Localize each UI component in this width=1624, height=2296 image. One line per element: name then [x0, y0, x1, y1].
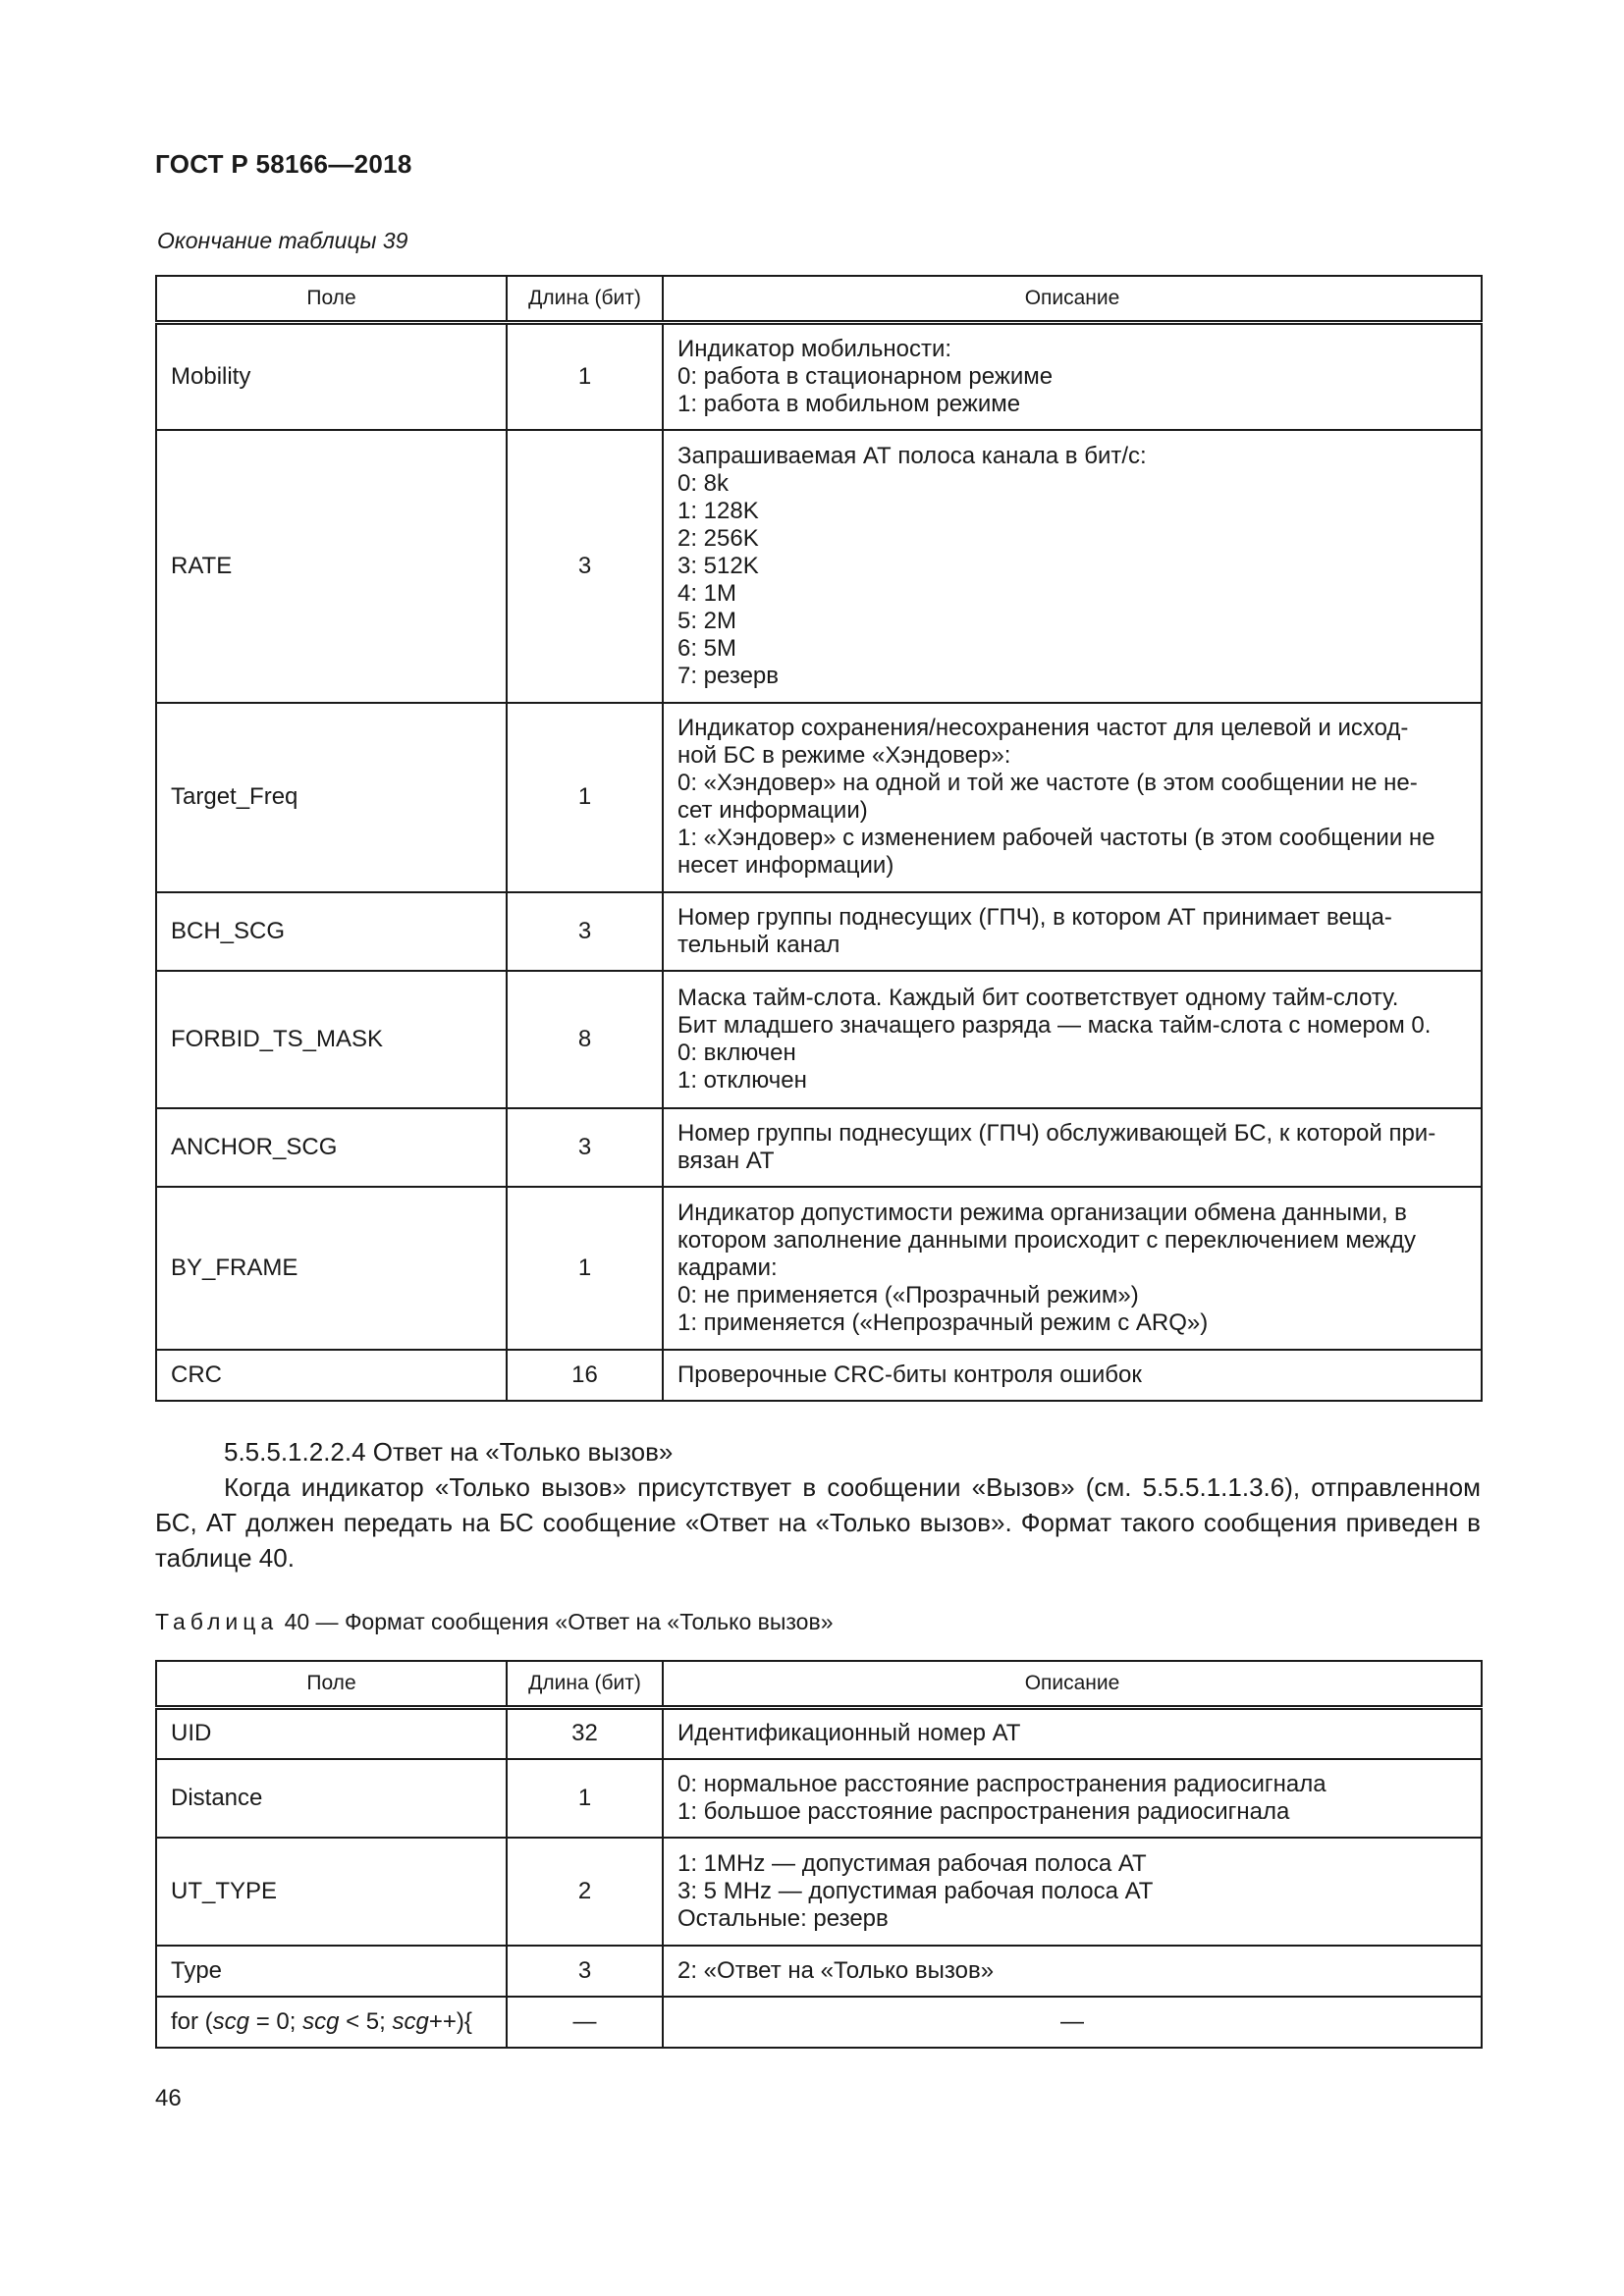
table-39-caption: Окончание таблицы 39 [157, 228, 408, 253]
description-line: Маска тайм-слота. Каждый бит соответствует одному тайм-слоту. [677, 984, 1399, 1011]
loop-text: = 0; [249, 2007, 303, 2035]
field-description [663, 1108, 1482, 1187]
description-line: Индикатор сохранения/несохранения частот для целевой и исход- [677, 715, 1409, 741]
field-name: Distance [156, 1759, 507, 1838]
column-header-field: Поле [156, 276, 507, 323]
description-line: 2: «Ответ на «Только вызов» [677, 1956, 995, 1984]
field-description [663, 1946, 1482, 1997]
table-row [156, 1350, 1482, 1401]
description-line: 1: 1MHz — допустимая рабочая полоса АТ [677, 1849, 1147, 1877]
field-length: 16 [507, 1350, 663, 1401]
section-body: Когда индикатор «Только вызов» присутствует в сообщении «Вызов» (см. 5.5.5.1.1.3.6), отправленном БС, АТ должен передать на БС сообщение «Ответ на «Только вызов». Формат такого сообщения приведен в таблице 40. [155, 1472, 1481, 1573]
description-line: Индикатор мобильности: [677, 335, 952, 362]
description-line: 6: 5M [677, 634, 737, 662]
description-line: 1: работа в мобильном режиме [677, 390, 1021, 417]
description-line: 0: не применяется («Прозрачный режим») [677, 1281, 1139, 1308]
field-description: — [663, 1997, 1482, 2048]
table-label: Таблица [155, 1609, 279, 1634]
description-line: 2: 256K [677, 524, 759, 552]
description-line: кадрами: [677, 1254, 778, 1281]
field-description [663, 323, 1482, 430]
field-description [663, 892, 1482, 971]
description-line: вязан АТ [677, 1147, 775, 1174]
table-row [156, 1759, 1482, 1838]
column-header-length: Длина (бит) [507, 276, 663, 323]
description-line: Запрашиваемая АТ полоса канала в бит/с: [677, 442, 1147, 469]
description-line: 1: применяется («Непрозрачный режим с ARQ») [677, 1308, 1209, 1336]
section-heading [155, 1434, 1481, 1469]
description-line: Номер группы поднесущих (ГПЧ), в котором АТ принимает веща- [677, 903, 1392, 931]
description-line: Идентификационный номер АТ [677, 1720, 1021, 1747]
description-line: 0: работа в стационарном режиме [677, 362, 1054, 390]
table-row [156, 1187, 1482, 1350]
field-length: 3 [507, 430, 663, 703]
description-line: 1: большое расстояние распространения радиосигнала [677, 1797, 1290, 1825]
field-length: 1 [507, 1759, 663, 1838]
table-39 [155, 275, 1483, 1402]
field-description [663, 430, 1482, 703]
field-description [663, 1187, 1482, 1350]
column-header-description: Описание [663, 1661, 1482, 1708]
description-line: 3: 5 MHz — допустимая рабочая полоса АТ [677, 1877, 1154, 1904]
description-line: 7: резерв [677, 662, 780, 689]
field-length: — [507, 1997, 663, 2048]
description-line: несет информации) [677, 852, 894, 879]
description-line: 5: 2M [677, 607, 737, 634]
loop-text: ++){ [428, 2007, 472, 2035]
description-line: 3: 512K [677, 552, 759, 579]
loop-field-name [156, 1997, 507, 2048]
field-name: Type [156, 1946, 507, 1997]
description-line: Номер группы поднесущих (ГПЧ) обслуживающей БС, к которой при- [677, 1119, 1436, 1147]
table-40 [155, 1660, 1483, 2049]
section-heading-text: 5.5.5.1.2.2.4 Ответ на «Только вызов» [224, 1437, 674, 1467]
table-row [156, 1946, 1482, 1997]
field-length: 3 [507, 892, 663, 971]
field-name: FORBID_TS_MASK [156, 971, 507, 1108]
field-description [663, 1838, 1482, 1946]
loop-variable: scg [392, 2007, 429, 2035]
field-description [663, 703, 1482, 892]
table-row [156, 971, 1482, 1108]
description-line: 0: включен [677, 1039, 796, 1066]
field-name: UID [156, 1708, 507, 1759]
page-number: 46 [155, 2085, 182, 2111]
field-length: 1 [507, 703, 663, 892]
description-line: 1: отключен [677, 1066, 807, 1094]
loop-variable: scg [302, 2007, 340, 2035]
field-description [663, 971, 1482, 1108]
description-line: Индикатор допустимости режима организации обмена данными, в [677, 1199, 1407, 1226]
table-row [156, 892, 1482, 971]
table-row [156, 1997, 1482, 2048]
field-length: 8 [507, 971, 663, 1108]
field-description [663, 1708, 1482, 1759]
table-40-title-text: 40 — Формат сообщения «Ответ на «Только вызов» [278, 1609, 834, 1634]
field-name: Target_Freq [156, 703, 507, 892]
description-line: 0: 8k [677, 469, 730, 497]
standard-header: ГОСТ Р 58166—2018 [155, 149, 412, 179]
description-line: 1: 128K [677, 497, 759, 524]
table-40-header-row [156, 1661, 1482, 1708]
field-name: RATE [156, 430, 507, 703]
loop-text: for ( [171, 2007, 213, 2035]
description-line: 0: «Хэндовер» на одной и той же частоте (в этом сообщении не не- [677, 770, 1418, 796]
table-39-header-row [156, 276, 1482, 323]
table-row [156, 1108, 1482, 1187]
description-line: Проверочные CRC-биты контроля ошибок [677, 1361, 1142, 1388]
table-40-title [155, 1609, 833, 1635]
field-length: 1 [507, 1187, 663, 1350]
table-row [156, 1708, 1482, 1759]
table-row [156, 323, 1482, 430]
field-name: CRC [156, 1350, 507, 1401]
field-name: BCH_SCG [156, 892, 507, 971]
description-line: 4: 1M [677, 579, 737, 607]
description-line: Бит младшего значащего разряда — маска тайм-слота с номером 0. [677, 1011, 1432, 1039]
field-name: BY_FRAME [156, 1187, 507, 1350]
description-line: 0: нормальное расстояние распространения радиосигнала [677, 1770, 1326, 1797]
field-length: 32 [507, 1708, 663, 1759]
column-header-description: Описание [663, 276, 1482, 323]
field-length: 1 [507, 323, 663, 430]
field-description [663, 1759, 1482, 1838]
description-line: Остальные: резерв [677, 1904, 889, 1932]
description-line: котором заполнение данными происходит с переключением между [677, 1226, 1416, 1254]
field-name: UT_TYPE [156, 1838, 507, 1946]
field-length: 3 [507, 1946, 663, 1997]
description-line: тельный канал [677, 931, 840, 958]
loop-variable: scg [212, 2007, 250, 2035]
field-name: ANCHOR_SCG [156, 1108, 507, 1187]
field-length: 3 [507, 1108, 663, 1187]
column-header-field: Поле [156, 1661, 507, 1708]
description-line: ной БС в режиме «Хэндовер»: [677, 742, 1011, 769]
description-line: 1: «Хэндовер» с изменением рабочей частоты (в этом сообщении не [677, 825, 1435, 851]
column-header-length: Длина (бит) [507, 1661, 663, 1708]
table-row [156, 703, 1482, 892]
field-description [663, 1350, 1482, 1401]
table-row [156, 430, 1482, 703]
description-line: сет информации) [677, 797, 868, 824]
field-length: 2 [507, 1838, 663, 1946]
field-name: Mobility [156, 323, 507, 430]
table-row [156, 1838, 1482, 1946]
loop-text: < 5; [339, 2007, 393, 2035]
